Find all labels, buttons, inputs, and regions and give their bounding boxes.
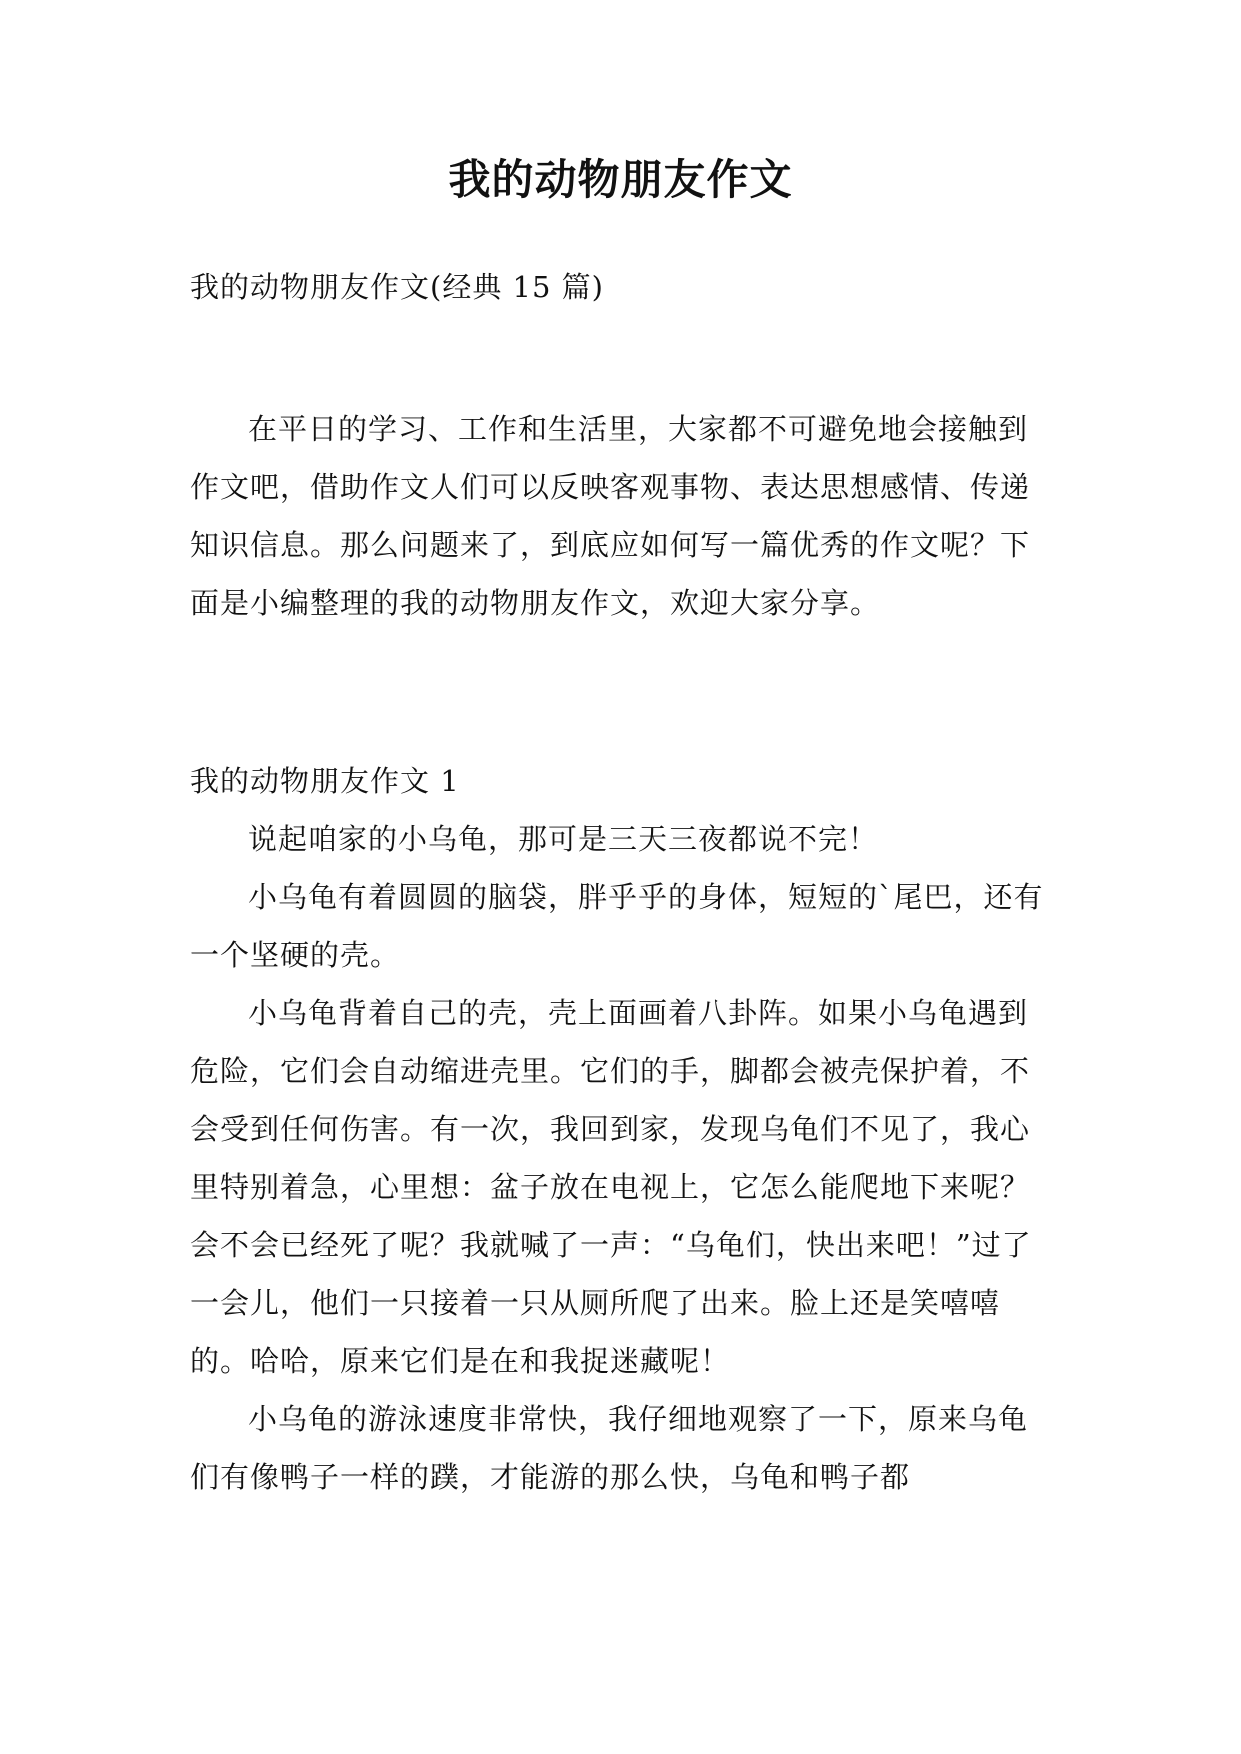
essay-paragraph: 小乌龟有着圆圆的脑袋，胖乎乎的身体，短短的`尾巴，还有一个坚硬的壳。: [190, 880, 1044, 972]
essay-paragraph: 小乌龟背着自己的壳，壳上面画着八卦阵。如果小乌龟遇到危险，它们会自动缩进壳里。它们的手，脚都会被壳保护着，不会受到任何伤害。有一次，我回到家，发现乌龟们不见了，我心里特别着急，心里想：盆子放在电视上，它怎么能爬地下来呢？会不会已经死了呢？我就喊了一声：“乌龟们，快出来吧！”过了一会儿，他们一只接着一只从厕所爬了出来。脸上还是笑嘻嘻的。哈哈，原来它们是在和我捉迷藏呢！: [190, 996, 1032, 1378]
document-title: 我的动物朋友作文: [448, 155, 793, 204]
essay-section: [190, 752, 1054, 1506]
document-subtitle: [190, 258, 1054, 316]
intro-text: 在平日的学习、工作和生活里，大家都不可避免地会接触到作文吧，借助作文人们可以反映客观事物、表达思想感情、传递知识信息。那么问题来了，到底应如何写一篇优秀的作文呢？下面是小编整理的我的动物朋友作文，欢迎大家分享。: [190, 412, 1031, 620]
essay-paragraph: 说起咱家的小乌龟，那可是三天三夜都说不完！: [248, 822, 879, 856]
essay-paragraph: 小乌龟的游泳速度非常快，我仔细地观察了一下，原来乌龟们有像鸭子一样的蹼，才能游的那么快，乌龟和鸭子都: [190, 1402, 1029, 1494]
section-heading: 我的动物朋友作文 1: [190, 764, 460, 798]
subtitle-text: 我的动物朋友作文(经典 15 篇): [190, 270, 604, 304]
intro-paragraph: [190, 400, 1054, 632]
